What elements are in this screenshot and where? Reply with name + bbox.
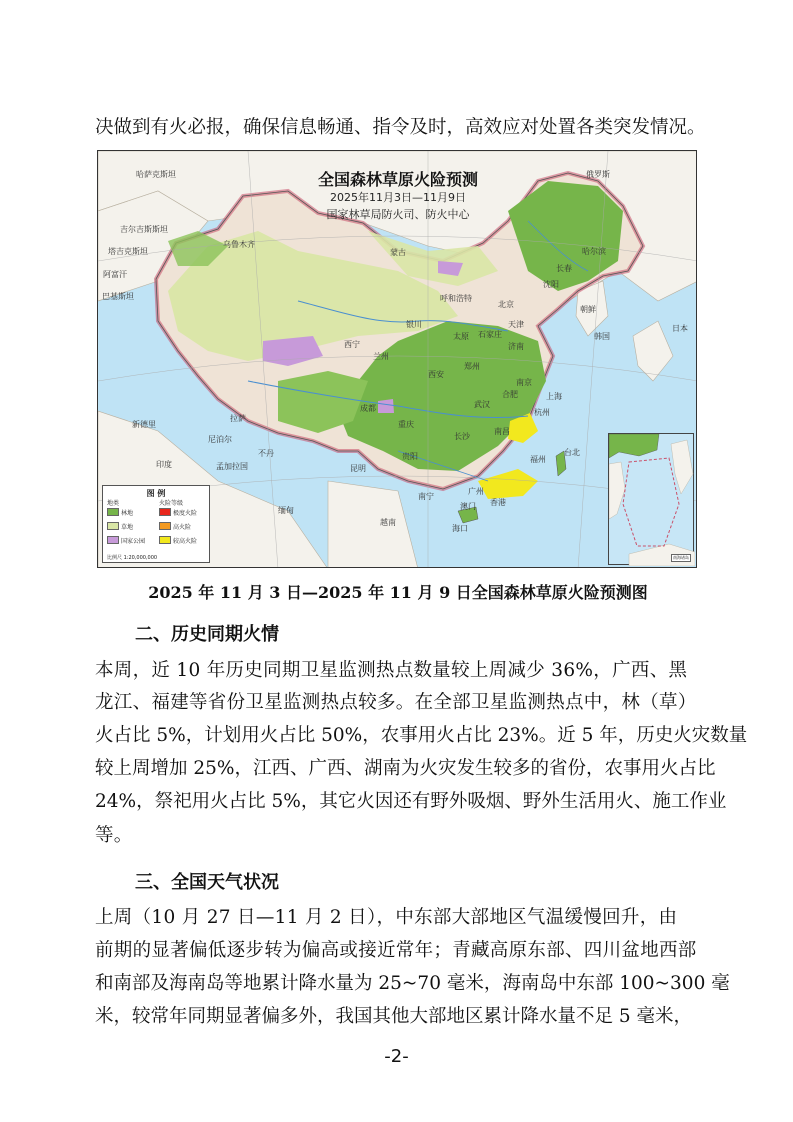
legend-label: 极度火险 — [173, 509, 198, 517]
label-tajikistan: 塔吉克斯坦 — [108, 247, 148, 256]
legend-col-risk: 火险等级 — [159, 500, 184, 507]
legend-label: 高火险 — [173, 523, 192, 531]
park-swatch — [107, 536, 119, 544]
label-zhengzhou: 郑州 — [464, 362, 480, 371]
legend-item-extreme — [159, 508, 197, 516]
page-number: -2- — [384, 1046, 409, 1067]
label-lhasa: 拉萨 — [230, 414, 246, 423]
label-kazakhstan: 哈萨克斯坦 — [136, 170, 176, 179]
label-nanchang: 南昌 — [494, 427, 510, 436]
label-japan: 日本 — [672, 324, 688, 333]
label-kunming: 昆明 — [350, 464, 366, 473]
label-hongkong: 香港 — [490, 498, 506, 507]
legend-label: 国家公园 — [121, 537, 146, 545]
label-haikou: 海口 — [452, 524, 468, 533]
legend-item-park — [107, 536, 145, 544]
label-nepal: 尼泊尔 — [208, 435, 232, 444]
label-north-korea: 朝鲜 — [580, 305, 596, 314]
extreme-swatch — [159, 508, 171, 516]
label-nanjing: 南京 — [516, 378, 532, 387]
label-lanzhou: 兰州 — [373, 352, 389, 361]
label-guiyang: 贵阳 — [402, 452, 418, 461]
label-shanghai: 上海 — [546, 392, 562, 401]
body-text-line: 龙江、福建等省份卫星监测热点较多。在全部卫星监测热点中，林（草） — [95, 692, 697, 713]
label-bhutan: 不丹 — [258, 449, 274, 458]
label-shenyang: 沈阳 — [543, 280, 559, 289]
fire-risk-map — [97, 150, 697, 568]
body-text-line: 前期的显著偏低逐步转为偏高或接近常年；青藏高原东部、四川盆地西部 — [95, 940, 697, 961]
inset-label: 南海诸岛 — [673, 555, 689, 560]
figure-caption: 2025 年 11 月 3 日—2025 年 11 月 9 日全国森林草原火险预测图 — [148, 583, 648, 602]
forest-swatch — [107, 508, 119, 516]
label-chengdu: 成都 — [360, 404, 376, 413]
label-guangzhou: 广州 — [468, 487, 484, 496]
body-text-line: 本周，近 10 年历史同期卫星监测热点数量较上周减少 36%，广西、黑 — [95, 660, 688, 681]
label-afghanistan: 阿富汗 — [103, 270, 127, 279]
body-text-line: 火占比 5%，计划用火占比 50%，农事用火占比 23%。近 5 年，历史火灾数量 — [95, 725, 748, 746]
label-wuhan: 武汉 — [474, 400, 490, 409]
label-shijiazhuang: 石家庄 — [478, 330, 502, 339]
label-taipei: 台北 — [564, 448, 580, 457]
label-mongolia: 蒙古 — [390, 248, 406, 257]
label-india: 印度 — [156, 460, 172, 469]
label-beijing: 北京 — [498, 300, 514, 309]
label-nanning: 南宁 — [418, 492, 434, 501]
label-yinchuan: 银川 — [406, 320, 422, 329]
label-jinan: 济南 — [508, 342, 524, 351]
body-text-line: 24%，祭祀用火占比 5%，其它火因还有野外吸烟、野外生活用火、施工作业 — [95, 791, 727, 812]
map-date-range: 2025年11月3日—11月9日 — [330, 191, 466, 204]
label-urumqi: 乌鲁木齐 — [223, 240, 255, 249]
legend-scale: 比例尺 1:20,000,000 — [107, 555, 158, 561]
section-heading: 二、历史同期火情 — [135, 624, 279, 645]
label-hangzhou: 杭州 — [534, 408, 550, 417]
legend-item-high — [159, 522, 191, 530]
map-agency: 国家林草局防火司、防火中心 — [326, 208, 470, 221]
label-russia: 俄罗斯 — [586, 170, 610, 179]
legend-label: 较高火险 — [173, 537, 198, 545]
legend-col-landtype: 地类 — [107, 500, 120, 507]
section-heading: 三、全国天气状况 — [135, 872, 279, 893]
label-harbin: 哈尔滨 — [582, 247, 606, 256]
label-xian: 西安 — [428, 370, 444, 379]
elevated-swatch — [159, 536, 171, 544]
map-legend — [102, 485, 210, 563]
risk-zone-guangdong — [478, 469, 538, 499]
label-pakistan: 巴基斯坦 — [102, 292, 134, 301]
label-hohhot: 呼和浩特 — [440, 294, 472, 303]
legend-label: 林地 — [121, 509, 134, 517]
label-myanmar: 缅甸 — [278, 506, 294, 515]
label-changsha: 长沙 — [454, 432, 470, 441]
label-tianjin: 天津 — [508, 320, 524, 329]
label-fuzhou: 福州 — [530, 455, 546, 464]
legend-title: 图 例 — [146, 489, 166, 498]
high-swatch — [159, 522, 171, 530]
label-bangladesh: 孟加拉国 — [216, 462, 248, 471]
label-hefei: 合肥 — [502, 390, 518, 399]
label-chongqing: 重庆 — [398, 420, 414, 429]
label-vietnam: 越南 — [380, 518, 396, 527]
body-text-line: 和南部及海南岛等地累计降水量为 25~70 毫米，海南岛中东部 100~300 毫 — [95, 973, 730, 994]
body-text-line: 决做到有火必报，确保信息畅通、指令及时，高效应对处置各类突发情况。 — [95, 117, 706, 138]
map-title: 全国森林草原火险预测 — [317, 170, 478, 189]
legend-item-grass — [107, 522, 133, 530]
legend-label: 草地 — [121, 523, 134, 531]
legend-item-forest — [107, 508, 133, 516]
legend-item-elevated — [159, 536, 197, 544]
body-text-line: 米，较常年同期显著偏多外，我国其他大部地区累计降水量不足 5 毫米， — [95, 1006, 693, 1027]
label-taiyuan: 太原 — [453, 332, 469, 341]
label-macau: 澳门 — [460, 502, 476, 511]
body-text-line: 等。 — [95, 825, 133, 846]
inset-graphic — [609, 434, 695, 566]
label-new-delhi: 新德里 — [132, 420, 156, 429]
grass-swatch — [107, 522, 119, 530]
south-china-sea-inset — [608, 433, 694, 565]
label-changchun: 长春 — [556, 264, 572, 273]
label-xining: 西宁 — [344, 340, 360, 349]
body-text-line: 上周（10 月 27 日—11 月 2 日），中东部大部地区气温缓慢回升，由 — [95, 907, 678, 928]
label-south-korea: 韩国 — [594, 332, 610, 341]
body-text-line: 较上周增加 25%，江西、广西、湖南为火灾发生较多的省份，农事用火占比 — [95, 758, 716, 779]
label-kyrgyzstan: 吉尔吉斯斯坦 — [120, 225, 168, 234]
